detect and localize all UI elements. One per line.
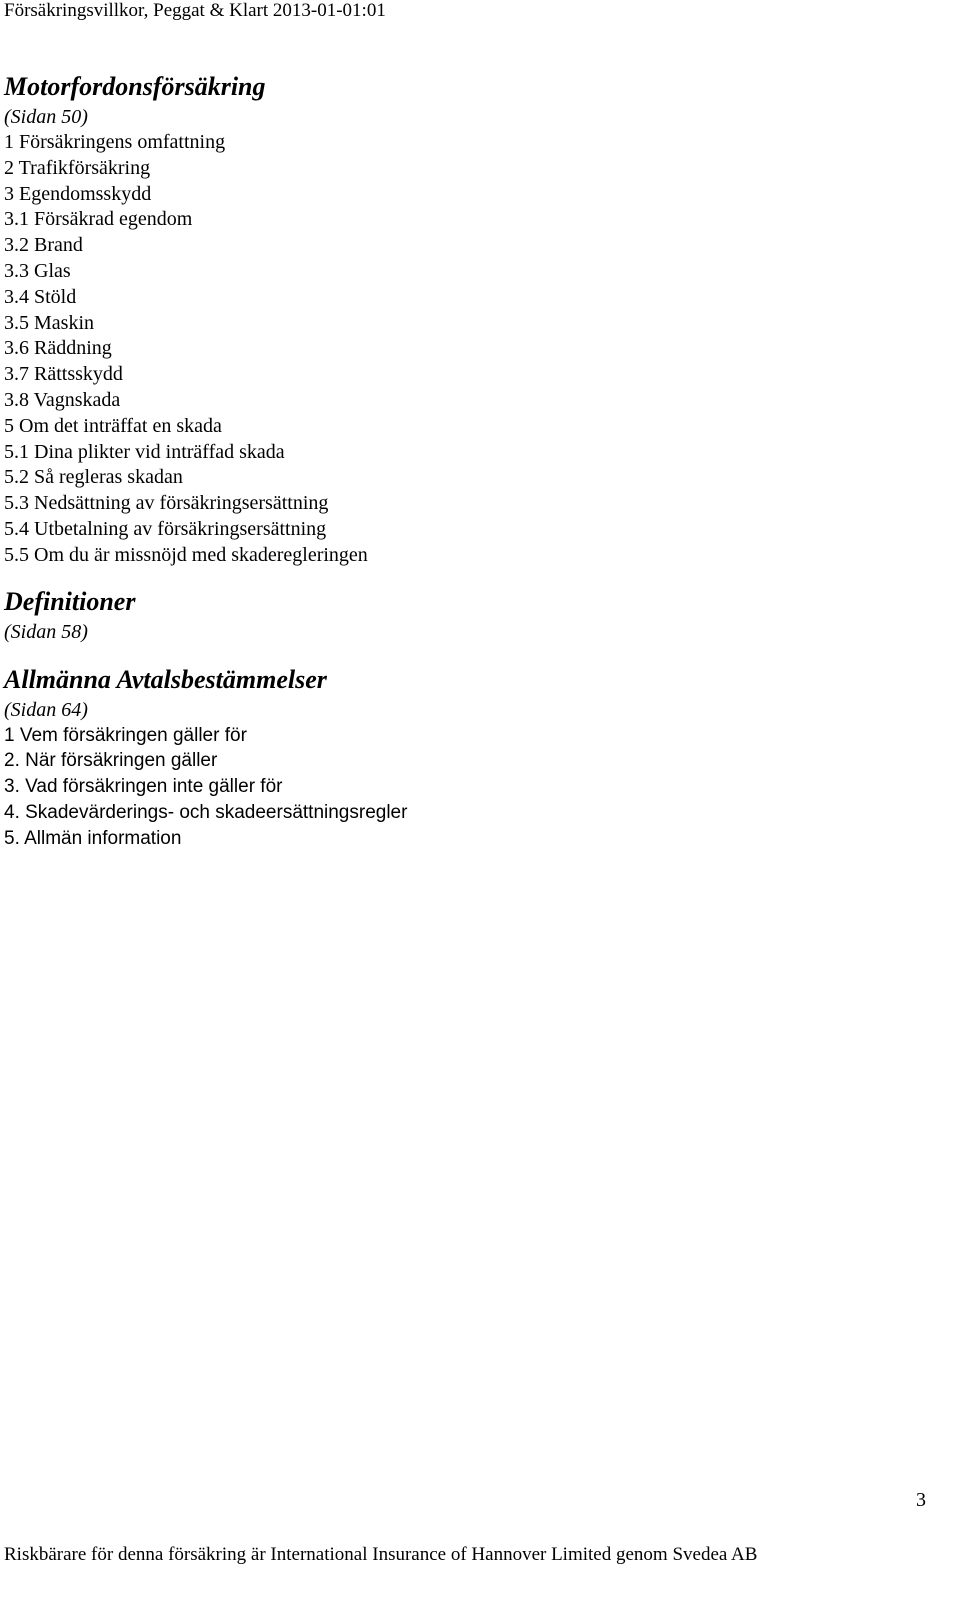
section-page-ref: (Sidan 58) <box>4 620 88 643</box>
section-title: Motorfordonsförsäkring <box>4 72 266 101</box>
page-number: 3 <box>916 1489 926 1511</box>
section-page-ref: (Sidan 50) <box>4 106 88 128</box>
toc-item: 3.4 Stöld <box>4 285 77 308</box>
section-title: Definitioner <box>4 586 136 616</box>
toc-item: 5.4 Utbetalning av försäkringsersättning <box>4 517 327 540</box>
toc-item: 5 Om det inträffat en skada <box>4 414 222 437</box>
section-definitioner <box>4 585 944 645</box>
toc-item: 5.2 Så regleras skadan <box>4 466 183 489</box>
toc-item: 5.1 Dina plikter vid inträffad skada <box>4 440 285 463</box>
toc-item: 4. Skadevärderings- och skadeersättningsregler <box>4 801 408 823</box>
toc-item: 3.7 Rättsskydd <box>4 363 123 386</box>
running-footer: Riskbärare för denna försäkring är International Insurance of Hannover Limited genom Svedea AB <box>4 1544 758 1565</box>
section-page-ref: (Sidan 64) <box>4 698 88 721</box>
spacer <box>4 645 944 663</box>
toc-item: 1 Vem försäkringen gäller för <box>4 724 247 746</box>
toc-list <box>4 130 944 569</box>
toc-item: 1 Försäkringens omfattning <box>4 131 226 153</box>
toc-item: 2. När försäkringen gäller <box>4 750 218 772</box>
section-motorfordonsforsakring <box>4 70 944 569</box>
table-of-contents <box>4 70 944 852</box>
toc-item: 3. Vad försäkringen inte gäller för <box>4 776 283 798</box>
toc-item: 3 Egendomsskydd <box>4 182 152 205</box>
section-allmanna-avtalsbestammelser <box>4 663 944 852</box>
spacer <box>4 569 944 585</box>
toc-list <box>4 723 944 852</box>
toc-item: 5.5 Om du är missnöjd med skaderegleringen <box>4 543 368 566</box>
toc-item: 3.5 Maskin <box>4 311 94 334</box>
toc-item: 3.3 Glas <box>4 259 71 282</box>
running-header: Försäkringsvillkor, Peggat & Klart 2013-01-01:01 <box>4 0 386 21</box>
toc-item: 3.8 Vagnskada <box>4 388 121 411</box>
toc-item: 3.2 Brand <box>4 234 83 257</box>
toc-item: 5.3 Nedsättning av försäkringsersättning <box>4 492 329 515</box>
toc-item: 2 Trafikförsäkring <box>4 156 151 179</box>
toc-item: 5. Allmän information <box>4 827 182 849</box>
section-title: Allmänna Avtalsbestämmelser <box>4 664 327 694</box>
toc-item: 3.1 Försäkrad egendom <box>4 208 193 231</box>
toc-item: 3.6 Räddning <box>4 337 112 360</box>
